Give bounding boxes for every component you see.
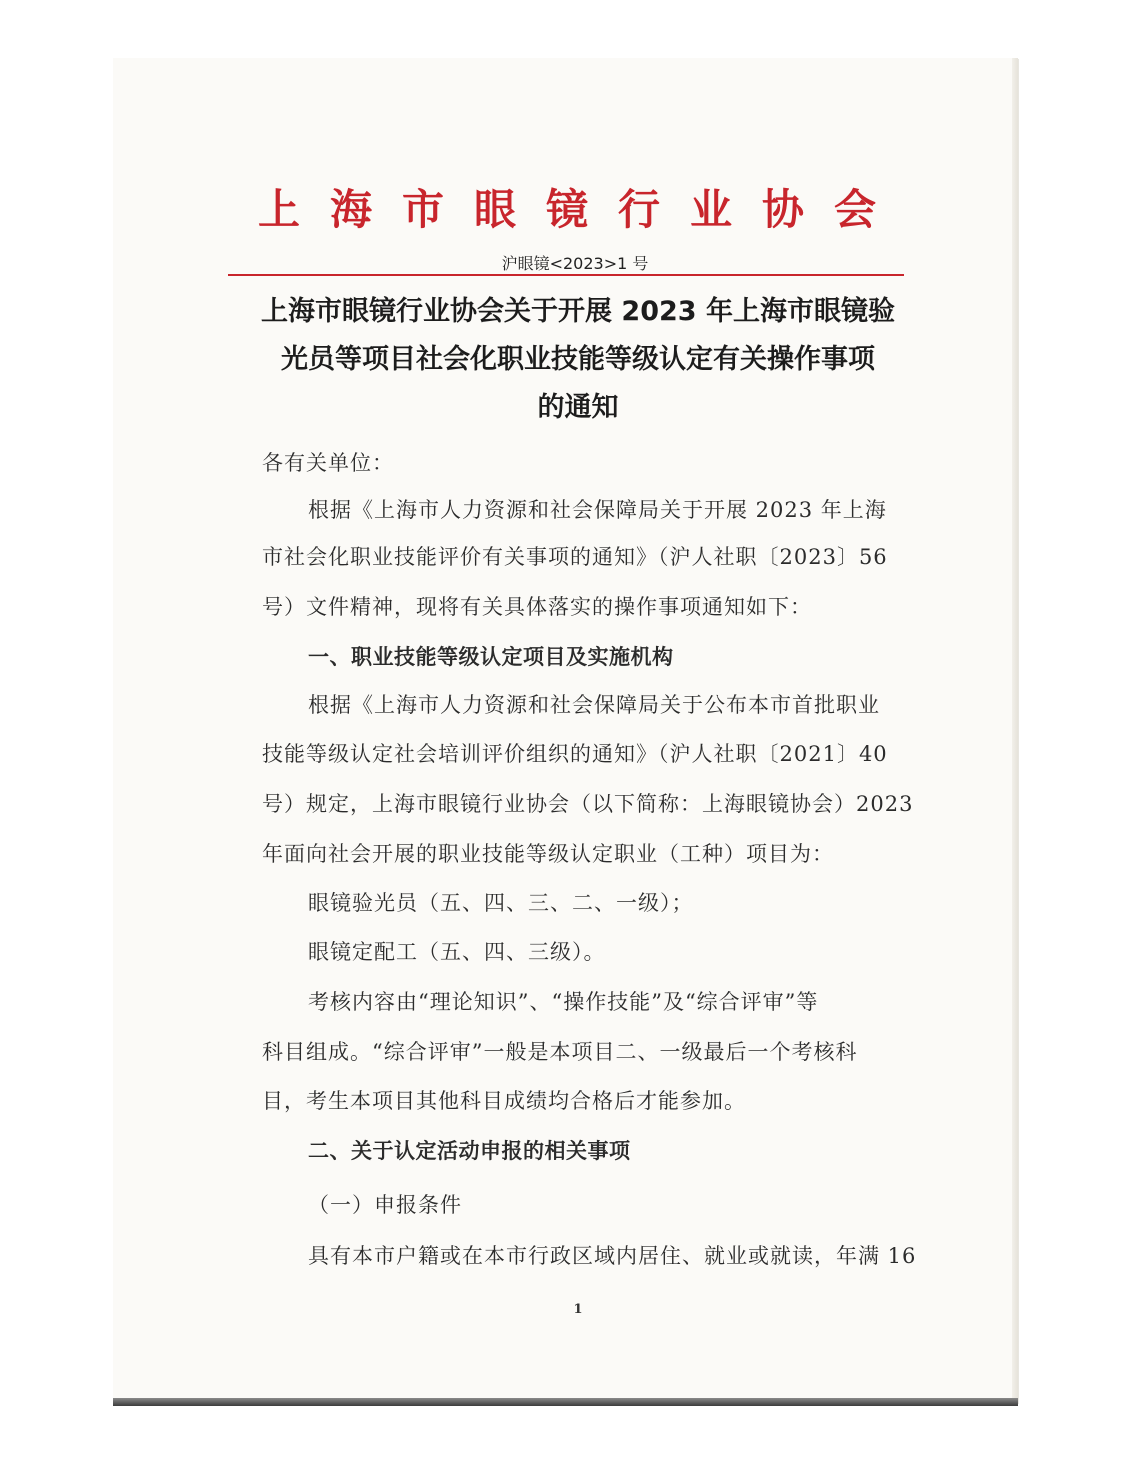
paragraph-3-line-2: 科目组成。“综合评审”一般是本项目二、一级最后一个考核科 (262, 1040, 858, 1064)
notice-title (228, 288, 928, 432)
notice-title-line-1: 上海市眼镜行业协会关于开展 2023 年上海市眼镜验 (261, 296, 895, 327)
org-title: 上海市眼镜行业协会 (258, 185, 907, 234)
paragraph-3-line-1: 考核内容由“理论知识”、“操作技能”及“综合评审”等 (308, 990, 819, 1014)
paragraph-2-line-2: 技能等级认定社会培训评价组织的通知》（沪人社职〔2021〕40 (262, 742, 888, 766)
section-heading-1: 一、职业技能等级认定项目及实施机构 (308, 645, 674, 669)
paragraph-3-line-3: 目，考生本项目其他科目成绩均合格后才能参加。 (262, 1089, 746, 1113)
paper-edge-bottom (113, 1398, 1018, 1406)
paper-edge-right (1012, 58, 1018, 1403)
paragraph-1-line-3: 号）文件精神，现将有关具体落实的操作事项通知如下： (262, 595, 812, 619)
document-number: 沪眼镜<2023>1 号 (501, 254, 649, 273)
paragraph-1-line-1: 根据《上海市人力资源和社会保障局关于开展 2023 年上海 (308, 498, 887, 522)
paragraph-1-line-2: 市社会化职业技能评价有关事项的通知》（沪人社职〔2023〕56 (262, 545, 888, 569)
notice-title-line-3: 的通知 (537, 392, 619, 423)
section-heading-2: 二、关于认定活动申报的相关事项 (308, 1139, 631, 1163)
notice-title-line-2: 光员等项目社会化职业技能等级认定有关操作事项 (281, 344, 875, 375)
paragraph-4-line-1: 具有本市户籍或在本市行政区域内居住、就业或就读，年满 16 (308, 1244, 917, 1268)
red-divider-line (228, 274, 904, 276)
page-number: 1 (573, 1302, 583, 1317)
salutation: 各有关单位： (262, 451, 394, 475)
paragraph-2-line-1: 根据《上海市人力资源和社会保障局关于公布本市首批职业 (308, 693, 880, 717)
project-item-1: 眼镜验光员（五、四、三、二、一级）； (308, 891, 694, 915)
project-item-2: 眼镜定配工（五、四、三级）。 (308, 940, 606, 964)
subsection-heading-1: （一）申报条件 (308, 1193, 462, 1217)
paragraph-2-line-3: 号）规定，上海市眼镜行业协会（以下简称：上海眼镜协会）2023 (262, 792, 914, 816)
paragraph-2-line-4: 年面向社会开展的职业技能等级认定职业（工种）项目为： (262, 842, 834, 866)
